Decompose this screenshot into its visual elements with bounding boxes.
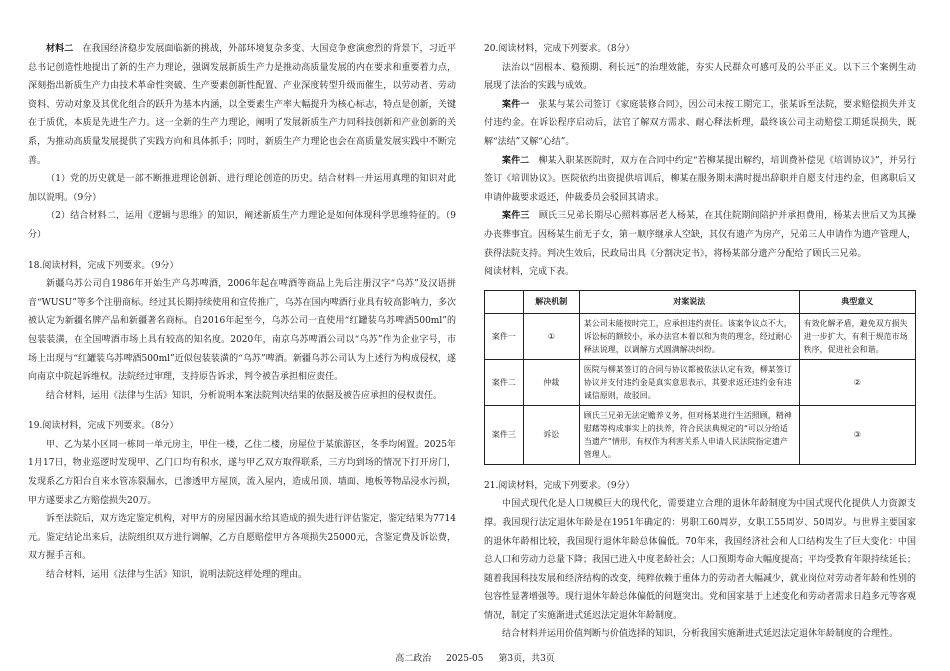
question-17-1: （1）党的历史就是一部不断推进理论创新、进行理论创造的历史。结合材料一并运用真理的知识对此加以说明。（9分） (28, 174, 456, 203)
footer-subject: 高二政治 (395, 654, 432, 664)
question-18-requirement: 结合材料，运用《法律与生活》知识，分析说明本案法院判决结果的依据及被告应承担的侵权责任。 (46, 390, 443, 401)
material-2-label: 材料二 (46, 44, 74, 54)
table-header-cell: 对案说法 (579, 290, 799, 313)
case-explanation-cell: 某公司未能按时完工，应承担违约责任。该案争议点不大，诉讼标的额较小，承办法官本着以和为贵的理念，经过耐心释法说理，以调解方式圆满解决纠纷。 (579, 313, 799, 359)
question-19-text-2: 诉至法院后，双方选定鉴定机构，对甲方的房屋因漏水给其造成的损失进行评估鉴定，鉴定结果为7714元。鉴定结论出来后，法院组织双方进行调解，乙方自愿赔偿甲方各项损失25000元，含鉴定费及诉讼费，双方握手言和。 (28, 514, 456, 562)
case-3-paragraph (484, 207, 916, 263)
significance-cell: 有效化解矛盾，避免双方损失进一步扩大，有利于规范市场秩序，促进社会和谐。 (799, 313, 915, 359)
case-explanation-cell: 医院与柳某签订的合同与协议都被依法认定有效，柳某签订协议并支付违约金是真实意思表示，其要求返还违约金有违诚信原则，故驳回。 (579, 359, 799, 405)
table-row (485, 313, 916, 359)
case-1-text: 张某与某公司签订《家庭装修合同》，因公司未按工期完工，张某诉至法院，要求赔偿损失并支付违约金。在诉讼程序启动后，法官了解双方需求、耐心释法析理，最终该公司主动赔偿工期延误损失，既解“法结”又解“心结”。 (484, 99, 916, 147)
case-1-label: 案件一 (502, 99, 530, 110)
table-header-cell: 典型意义 (799, 290, 915, 313)
question-19-requirement: 结合材料，运用《法律与生活》知识，说明法院这样处理的理由。 (46, 570, 308, 581)
case-2-paragraph (484, 152, 916, 208)
question-21-text: 中国式现代化是人口规模巨大的现代化，需要建立合理的退休年龄制度为中国式现代化提供人力资源支撑。我国现行法定退休年龄是在1951年确定的：男职工60周岁，女职工55周岁、50周岁。与世界主要国家的退休年龄相比较，我国现行退休年龄总体偏低。70年来，我国经济社会和人口结构发生了巨大变化：中国总人口和劳动力总量下降；我国已进入中度老龄社会；人口预期寿命大幅度提高；平均受教育年限持续延长；随着我国科技发展和经济结构的改变，纯粹依赖于重体力的劳动者大幅减少，就业岗位对劳动者年龄和性别的包容性显著增强等。现行退休年龄总体偏低的问题突出。党和国家基于上述变化和劳动者需求日趋多元等客观情况，制定了实施渐进式延迟法定退休年龄制度。 (484, 499, 917, 621)
table-row (485, 405, 916, 464)
question-19-text-1: 甲、乙为某小区同一栋同一单元房主，甲住一楼，乙住二楼，房屋位于某旅游区，冬季均闲置。2025年1月17日，物业巡逻时发现甲、乙门口均有积水，遂与甲乙双方取得联系，三方均到场的情况下打开房门，发现系乙方阳台自来水管冻裂漏水，已渗透甲方屋顶，流入屋内，造成吊顶、墙面、地板等物品浸水污损，甲方遂要求乙方赔偿损失20万。 (28, 439, 456, 506)
mechanism-cell: 诉讼 (523, 405, 579, 464)
right-column (484, 40, 916, 644)
page-footer (0, 651, 950, 664)
footer-page-number: 第3页，共3页 (498, 654, 555, 664)
case-2-text: 柳某入职某医院时，双方在合同中约定“若柳某提出解约，培训费补偿见《培训协议》”，并另行签订《培训协议》。医院依约出资提供培训后，柳某在服务期未满时提出辞职并自愿支付违约金，但离职后又申请仲裁要求返还，仲裁委员会驳回其请求。 (484, 155, 916, 203)
mechanism-cell: ① (523, 313, 579, 359)
significance-cell: ③ (799, 405, 915, 464)
case-table (484, 290, 916, 465)
left-column (28, 40, 456, 585)
case-name-cell: 案件一 (485, 313, 524, 359)
table-header-cell: 解决机制 (523, 290, 579, 313)
significance-cell: ② (799, 359, 915, 405)
question-17-2: （2）结合材料二，运用《逻辑与思维》的知识，阐述新质生产力理论是如何体现科学思维特征的。（9分） (28, 211, 456, 240)
material-2-paragraph (28, 40, 456, 170)
case-3-label: 案件三 (502, 211, 530, 222)
question-21-title: 21.阅读材料，完成下列要求。（9分） (484, 480, 635, 491)
case-explanation-cell: 顾氏三兄弟无法定赡养义务，但对杨某进行生活照顾，精神慰藉等构成事实上的扶养，符合民法典规定的“可以分给适当遗产”情形，有权作为利害关系人申请人民法院指定遗产管理人。 (579, 405, 799, 464)
footer-date: 2025-05 (446, 654, 484, 664)
table-header-row (485, 290, 916, 313)
question-18-text: 新疆乌苏公司自1986年开始生产乌苏啤酒，2006年起在啤酒等商品上先后注册汉字“乌苏”及汉语拼音“WUSU”等多个注册商标。经过其长期持续使用和宣传推广，乌苏在国内啤酒行业具有较高影响力，多次被认定为新疆名牌产品和新疆著名商标。自2016年起至今，乌苏公司一直使用“红罐装乌苏啤酒500ml”的包装装潢，在全国啤酒市场上具有较高的知名度。2020年，南京乌苏啤酒公司以“乌苏”作为企业字号，市场上出现与“红罐装乌苏啤酒500ml”近似包装装潢的“乌苏”啤酒。新疆乌苏公司认为上述行为构成侵权，遂向南京中院起诉维权。法院经过审理，支持原告诉求，判令被告承担相应责任。 (28, 279, 456, 383)
question-20-requirement: 阅读材料，完成下表。 (484, 267, 575, 278)
material-2-text: 在我国经济稳步发展面临新的挑战，外部环境复杂多变、大国竞争愈演愈烈的背景下，习近平总书记创造性地提出了新的生产力理论，强调发展新质生产力是推动高质量发展的内在要求和重要着力点，深刻指出新质生产力由技术革命性突破、生产要素创新性配置、产业深度转型升级而催生，以劳动者、劳动资料、劳动对象及其优化组合的跃升为基本内涵，以全要素生产率大幅提升为核心标志，特点是创新，关键在于质优，本质是先进生产力。这一全新的生产力理论，阐明了发展新质生产力同科技创新和产业创新的关系，为推动高质量发展提供了实践方向和具体抓手；同时，新质生产力理论也会在高质量发展实践中不断完善。 (28, 44, 456, 166)
question-18-title: 18.阅读材料，完成下列要求。（9分） (28, 260, 179, 271)
table-header-cell (485, 290, 524, 313)
case-2-label: 案件二 (502, 155, 530, 166)
question-20-title: 20.阅读材料，完成下列要求。（8分） (484, 44, 635, 54)
question-21-requirement: 结合材料并运用价值判断与价值选择的知识，分析我国实施渐进式延迟法定退休年龄制度的合理性。 (502, 629, 899, 640)
question-19-title: 19.阅读材料，完成下列要求。（8分） (28, 421, 179, 432)
table-row (485, 359, 916, 405)
case-name-cell: 案件二 (485, 359, 524, 405)
case-1-paragraph (484, 96, 916, 152)
case-name-cell: 案件三 (485, 405, 524, 464)
question-20-intro: 法治以“固根本、稳预期、利长远”的治理效能，夯实人民群众可感可及的公平正义。以下三个案例生动展现了法治的实践与成效。 (484, 62, 916, 92)
case-3-text: 顾氏三兄弟长期尽心照料寡居老人杨某，在其住院期间陪护并承担费用，杨某去世后又为其操办丧葬事宜。因杨某生前无子女，第一顺序继承人空缺，其仅有遗产为房产，兄弟三人申请作为遗产管理人，获得法院支持。判决生效后，民政局出具《分割决定书》，将杨某部分遗产分配给了顾氏三兄弟。 (484, 211, 917, 259)
mechanism-cell: 仲裁 (523, 359, 579, 405)
